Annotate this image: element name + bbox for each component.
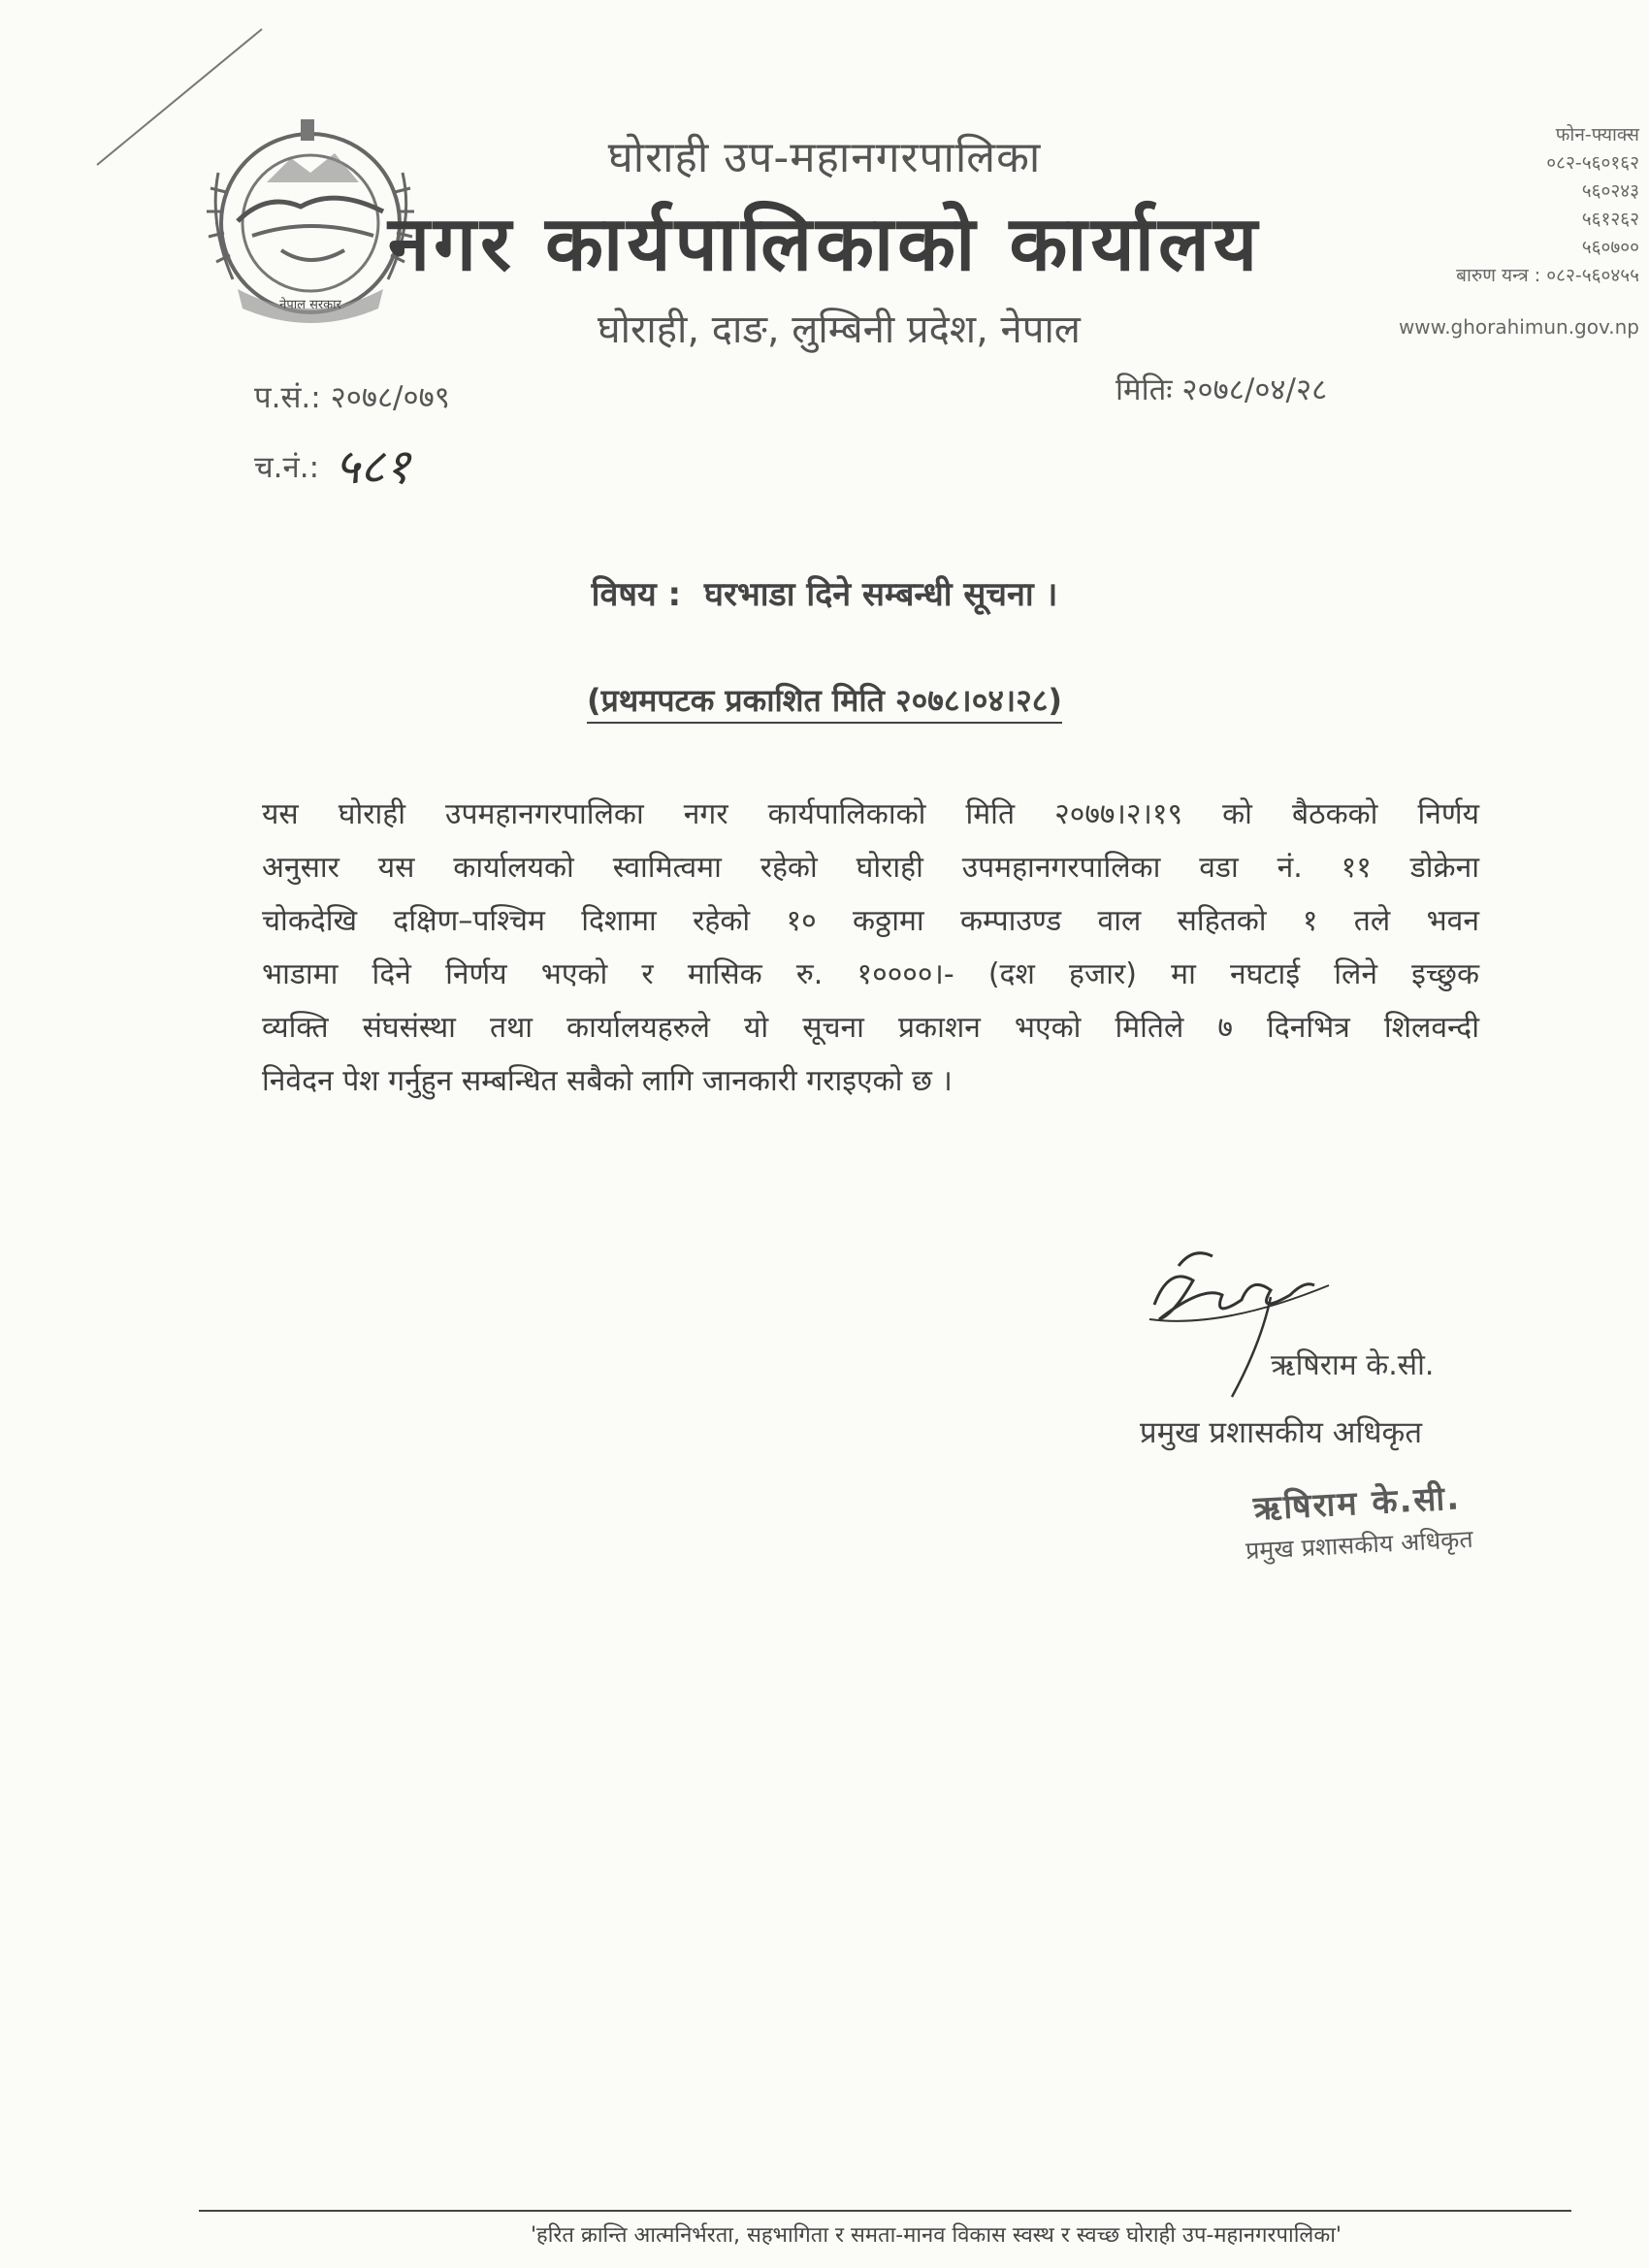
office-name: नगर कार्यपालिकाको कार्यालय bbox=[387, 201, 1262, 288]
date-label: मितिः bbox=[1116, 373, 1173, 407]
notice-line: व्यक्ति संघसंस्था तथा कार्यालयहरुले यो सूचना प्रकाशन भएको मितिले ७ दिनभित्र शिलवन्दी bbox=[262, 1011, 1479, 1045]
contact-fire: बारुण यन्त्र : ०८२-५६०४५५ bbox=[1456, 265, 1639, 286]
stamp-title: प्रमुख प्रशासकीय अधिकृत bbox=[1245, 1524, 1474, 1566]
official-stamp bbox=[1201, 1472, 1515, 1570]
notice-body bbox=[262, 788, 1479, 1108]
dispatch-number bbox=[254, 432, 410, 498]
contact-phone: ५६०७०० bbox=[1581, 237, 1639, 258]
subject-label: विषय : bbox=[591, 575, 682, 614]
first-published-date bbox=[0, 679, 1649, 721]
subject-line bbox=[0, 570, 1649, 615]
notice-line: निवेदन पेश गर्नुहुन सम्बन्धित सबैको लागि जानकारी गराइएको छ । bbox=[262, 1064, 953, 1098]
stamp-name: ऋषिराम के.सी. bbox=[1252, 1478, 1463, 1529]
reference-number bbox=[254, 376, 450, 417]
footer-motto: 'हरित क्रान्ति आत्मनिर्भरता, सहभागिता र समता-मानव विकास स्वस्थ र स्वच्छ घोराही उप-महानगरपालिका' bbox=[531, 2223, 1342, 2248]
contact-website: www.ghorahimun.gov.np bbox=[1398, 315, 1639, 339]
dispatch-value: ५८१ bbox=[334, 438, 410, 495]
reference-label: प.सं.: bbox=[254, 380, 321, 415]
contact-heading: फोन-फ्याक्स bbox=[1555, 124, 1639, 146]
notice-line: चोकदेखि दक्षिण–पश्चिम दिशामा रहेको १० कठ्ठामा कम्पाउण्ड वाल सहितको १ तले भवन bbox=[262, 904, 1479, 938]
municipality-name: घोराही उप-महानगरपालिका bbox=[607, 133, 1042, 182]
footer-divider bbox=[199, 2210, 1571, 2212]
notice-line: अनुसार यस कार्यालयको स्वामित्वमा रहेको घोराही उपमहानगरपालिका वडा नं. ११ डोक्रेना bbox=[262, 851, 1479, 885]
subject-text: घरभाडा दिने सम्बन्धी सूचना । bbox=[703, 575, 1058, 614]
date-value: २०७८/०४/२८ bbox=[1181, 373, 1328, 407]
signatory-title: प्रमुख प्रशासकीय अधिकृत bbox=[1140, 1415, 1423, 1450]
contact-phone: ५६१२६२ bbox=[1581, 209, 1639, 230]
contact-phone: ०८२-५६०१६२ bbox=[1546, 152, 1639, 174]
first-published-text: (प्रथमपटक प्रकाशित मिति २०७८।०४।२८) bbox=[587, 682, 1062, 724]
contact-phone: ५६०२४३ bbox=[1581, 180, 1639, 202]
signatory-name: ऋषिराम के.सी. bbox=[1271, 1348, 1435, 1382]
dispatch-label: च.नं.: bbox=[254, 450, 320, 485]
emblem-ribbon-text: नेपाल सरकार bbox=[279, 298, 341, 312]
reference-value: २०७८/०७९ bbox=[330, 380, 450, 415]
contact-block bbox=[1329, 121, 1639, 290]
office-address: घोराही, दाङ, लुम्बिनी प्रदेश, नेपाल bbox=[598, 308, 1081, 352]
notice-line: भाडामा दिने निर्णय भएको र मासिक रु. १००००।- (दश हजार) मा नघटाई लिने इच्छुक bbox=[262, 957, 1479, 991]
notice-line: यस घोराही उपमहानगरपालिका नगर कार्यपालिकाको मिति २०७७।२।१९ को बैठकको निर्णय bbox=[262, 797, 1479, 831]
letter-date bbox=[1116, 369, 1327, 409]
